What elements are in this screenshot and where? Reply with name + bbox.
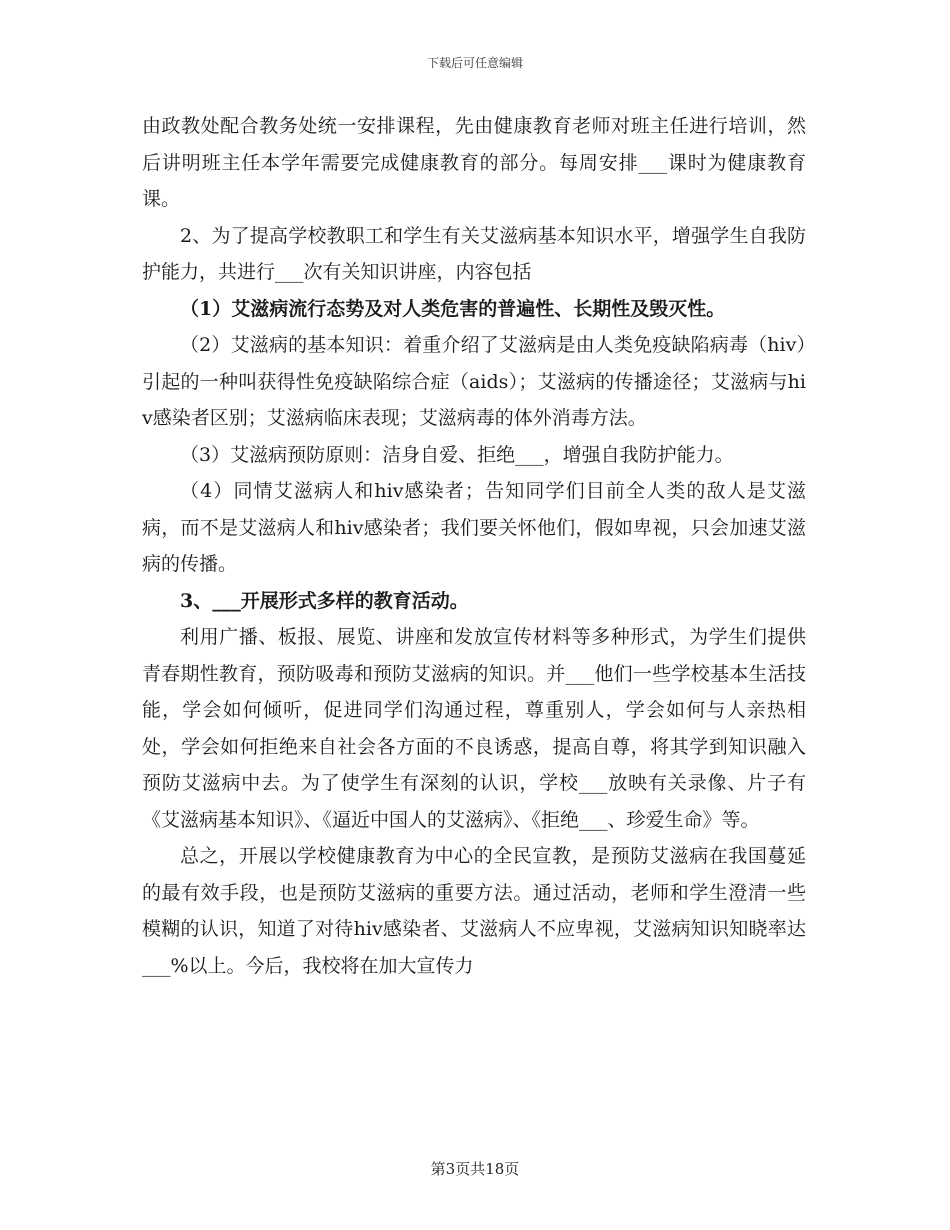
document-body [142, 108, 806, 984]
paragraph-lectures: 2、为了提高学校教职工和学生有关艾滋病基本知识水平，增强学生自我防护能力，共进行___次有关知识讲座，内容包括 [142, 224, 806, 283]
list-item-sympathy: （4）同情艾滋病人和hiv感染者；告知同学们目前全人类的敌人是艾滋病，而不是艾滋病人和hiv感染者；我们要关怀他们，假如卑视，只会加速艾滋病的传播。 [142, 480, 806, 575]
paragraph-summary: 总之，开展以学校健康教育为中心的全民宣教，是预防艾滋病在我国蔓延的最有效手段，也是预防艾滋病的重要方法。通过活动，老师和学生澄清一些模糊的认识，知道了对待hiv感染者、艾滋病人不应卑视，艾滋病知识知晓率达___%以上。今后，我校将在加大宣传力 [142, 845, 806, 977]
paragraph-activities: 利用广播、板报、展览、讲座和发放宣传材料等多种形式，为学生们提供青春期性教育，预防吸毒和预防艾滋病的知识。并___他们一些学校基本生活技能，学会如何倾听，促进同学们沟通过程，尊重别人，学会如何与人亲热相处，学会如何拒绝来自社会各方面的不良诱惑，提高自尊，将其学到知识融入预防艾滋病中去。为了使学生有深刻的认识，学校___放映有关录像、片子有《艾滋病基本知识》、《逼近中国人的艾滋病》、《拒绝___、珍爱生命》等。 [142, 626, 806, 831]
list-item-basic-knowledge: （2）艾滋病的基本知识：着重介绍了艾滋病是由人类免疫缺陷病毒（hiv）引起的一种叫获得性免疫缺陷综合症（aids）；艾滋病的传播途径；艾滋病与hiv感染者区别；艾滋病临床表现；艾滋病毒的体外消毒方法。 [142, 334, 806, 429]
list-item-prevention-principles: （3）艾滋病预防原则：洁身自爱、拒绝___，增强自我防护能力。 [180, 443, 734, 466]
header-note: 下载后可任意编辑 [426, 56, 523, 70]
list-item-epidemic-trend: （1）艾滋病流行态势及对人类危害的普遍性、长期性及毁灭性。 [180, 297, 726, 320]
page-number: 第3页共18页 [430, 1160, 520, 1178]
paragraph-course-arrangement: 由政教处配合教务处统一安排课程，先由健康教育老师对班主任进行培训，然后讲明班主任本学年需要完成健康教育的部分。每周安排___课时为健康教育课。 [142, 115, 806, 210]
section-heading-activities: 3、___开展形式多样的教育活动。 [180, 589, 469, 612]
